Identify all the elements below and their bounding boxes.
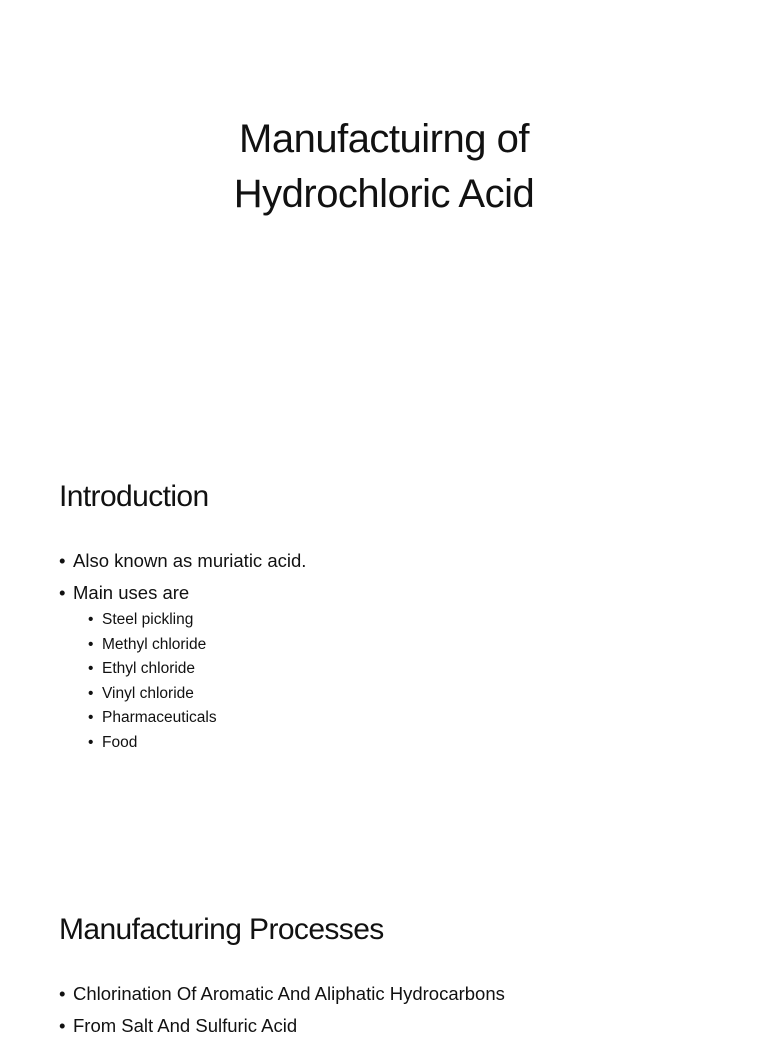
bullet-item: • Main uses are xyxy=(59,577,306,609)
slide-title-line-1: Manufactuirng of xyxy=(239,117,529,161)
uses-sub-list xyxy=(88,608,217,756)
bullet-item: • Chlorination Of Aromatic And Aliphatic Hydrocarbons xyxy=(59,978,505,1010)
sub-bullet-item: • Vinyl chloride xyxy=(88,682,217,707)
slide-title xyxy=(0,112,768,222)
sub-bullet-item: • Methyl chloride xyxy=(88,633,217,658)
bullet-item: • From Salt And Sulfuric Acid xyxy=(59,1010,505,1042)
manufacturing-processes-heading: Manufacturing Processes xyxy=(59,913,384,946)
sub-bullet-item: • Pharmaceuticals xyxy=(88,706,217,731)
sub-bullet-item: • Steel pickling xyxy=(88,608,217,633)
introduction-heading: Introduction xyxy=(59,480,209,513)
manufacturing-bullet-list xyxy=(59,978,505,1042)
sub-bullet-item: • Ethyl chloride xyxy=(88,657,217,682)
slide-title-line-2: Hydrochloric Acid xyxy=(233,172,535,216)
introduction-bullet-list xyxy=(59,545,306,609)
sub-bullet-item: • Food xyxy=(88,731,217,756)
bullet-item: • Also known as muriatic acid. xyxy=(59,545,306,577)
